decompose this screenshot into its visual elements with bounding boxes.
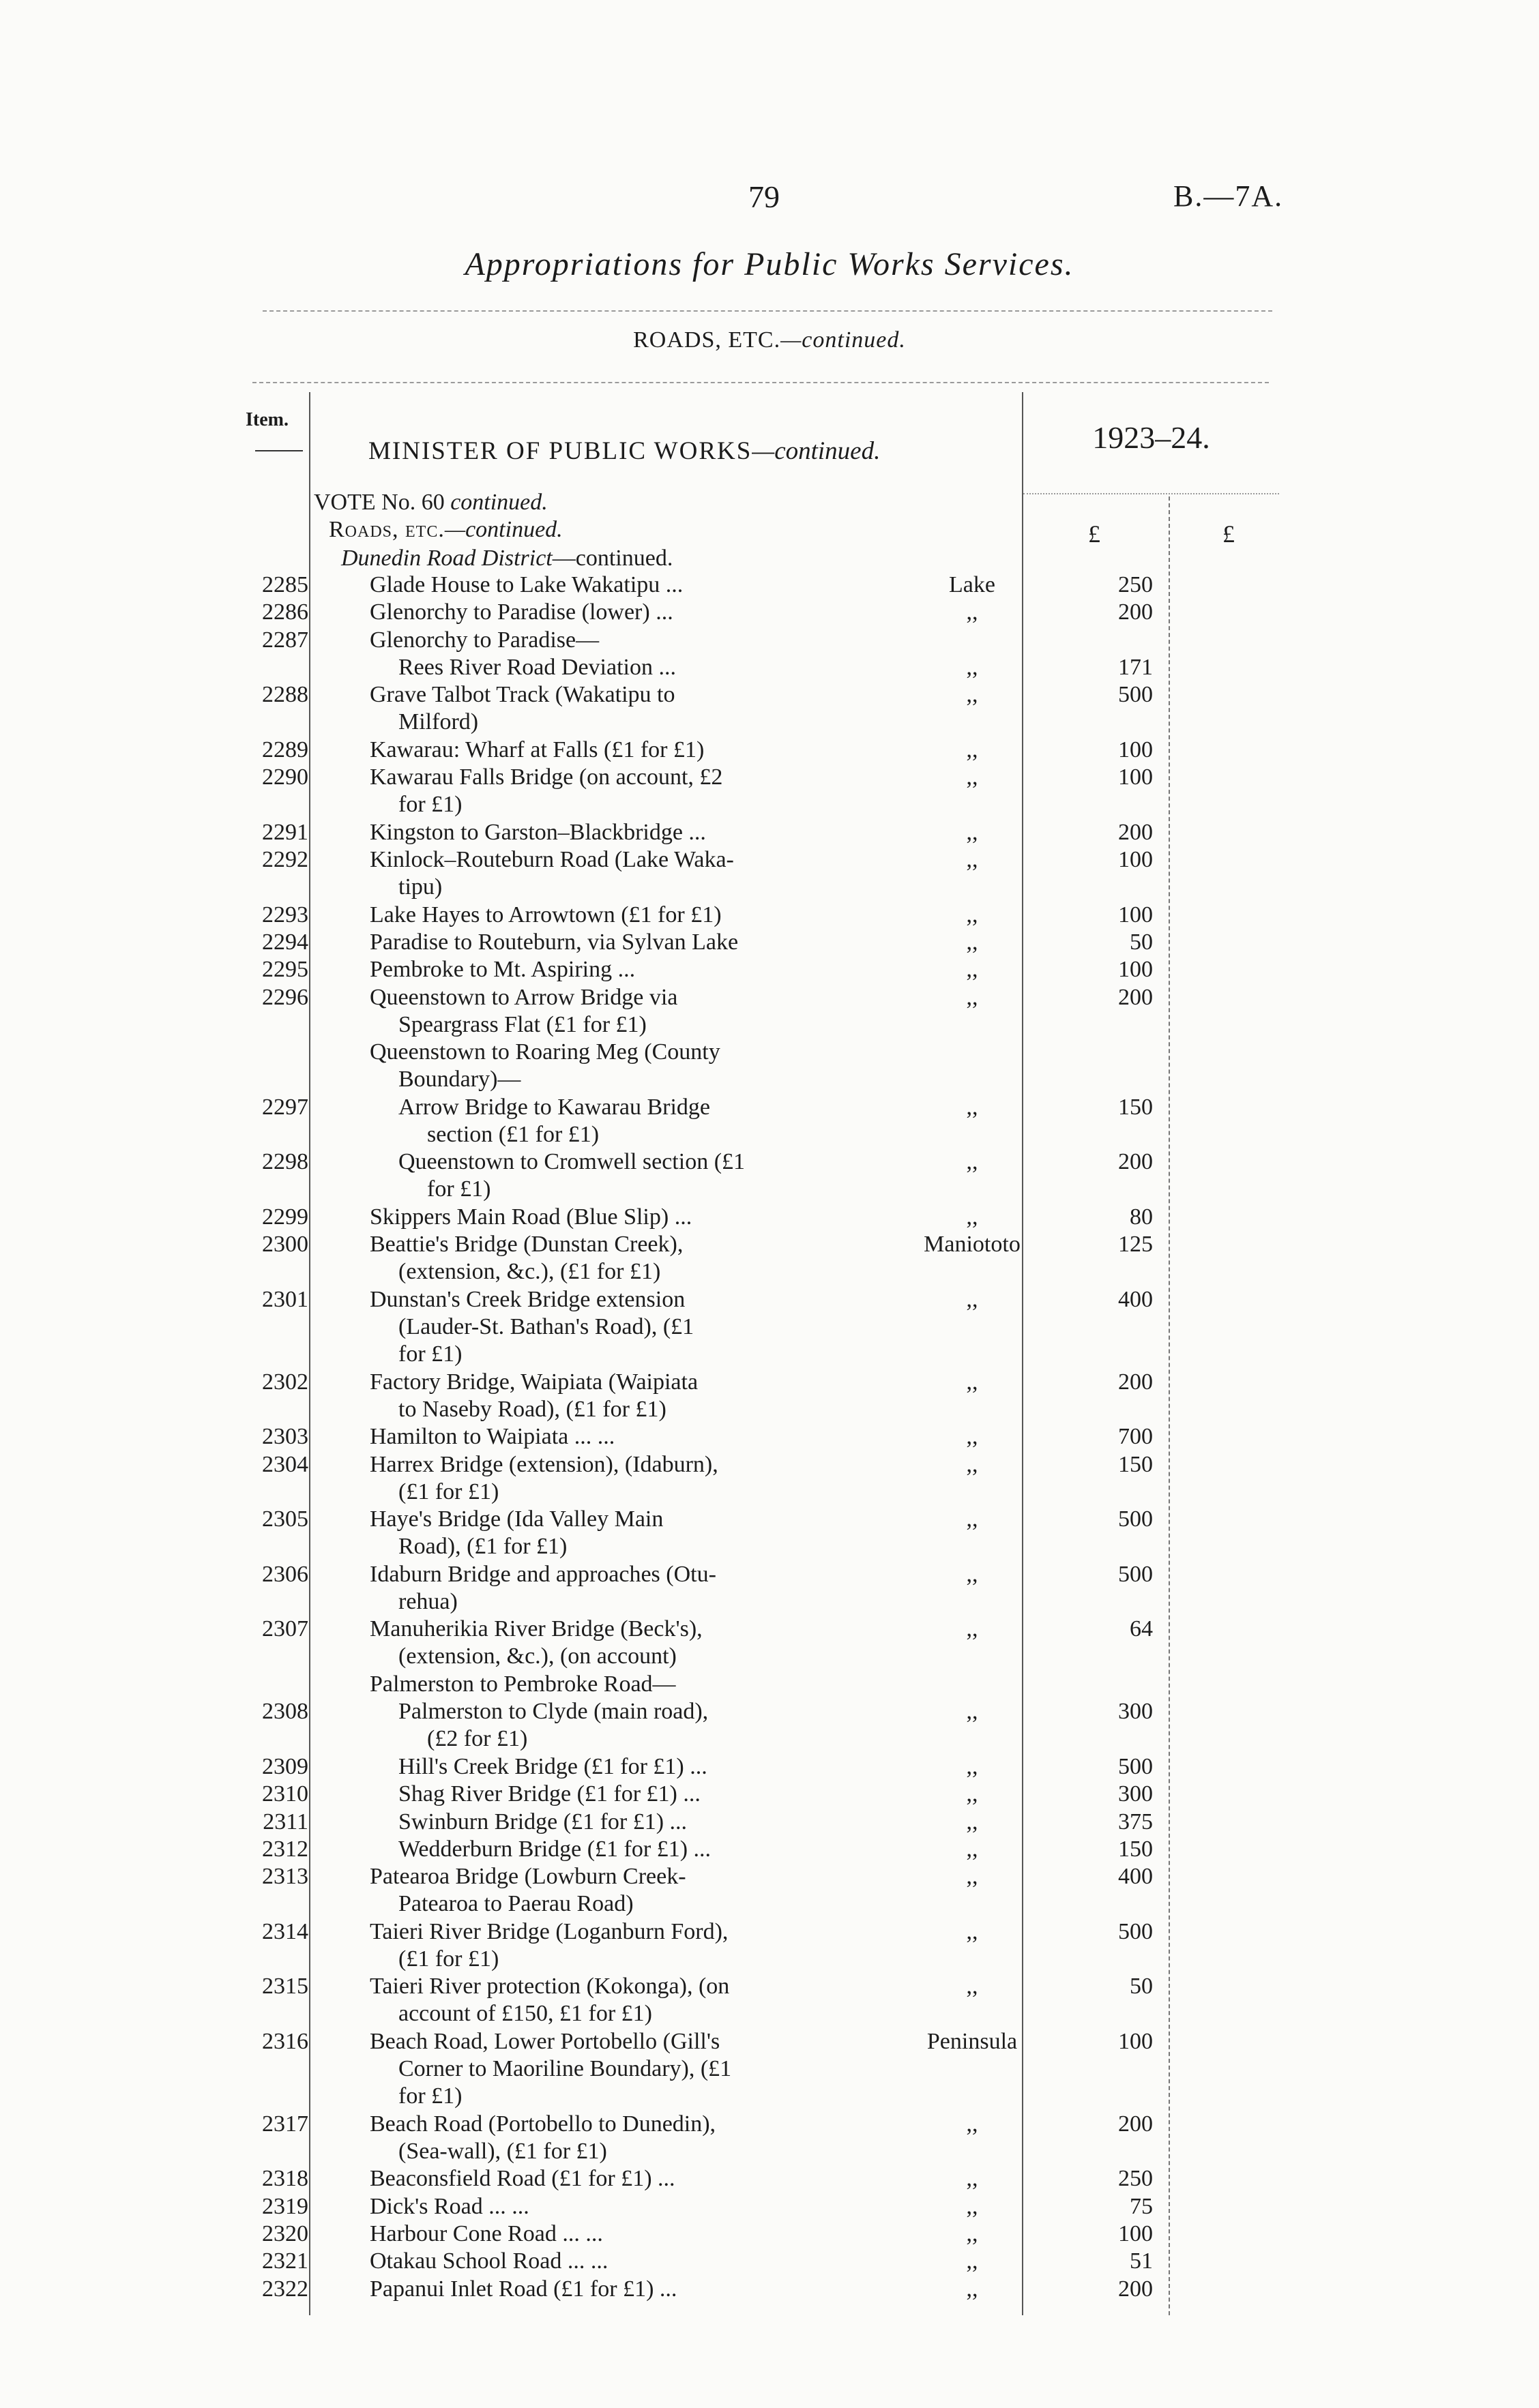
currency-symbol-1: £: [1088, 520, 1100, 548]
item-description: [398, 654, 827, 681]
district-location: Peninsula: [926, 2028, 1018, 2054]
item-description: [370, 627, 827, 654]
item-number: 2305: [262, 1506, 308, 1532]
table-row: [0, 1836, 1539, 1863]
description-line: Arrow Bridge to Kawarau Bridge: [398, 1094, 710, 1120]
item-description: [398, 1836, 827, 1863]
amount: 400: [1118, 1864, 1153, 1890]
description-line: Beattie's Bridge (Dunstan Creek),: [370, 1232, 684, 1258]
amount: 51: [1130, 2248, 1153, 2274]
table-row: [0, 2028, 1539, 2111]
vote-suffix: continued.: [450, 490, 548, 515]
item-description: [370, 1369, 827, 1423]
table-row: [0, 681, 1539, 737]
description-line: Queenstown to Cromwell section (£1: [398, 1149, 746, 1175]
amount: 200: [1118, 2276, 1153, 2302]
item-description: [370, 1204, 827, 1231]
description-line: Queenstown to Arrow Bridge via: [370, 984, 678, 1010]
district-suffix: —continued.: [552, 546, 673, 571]
page-title: Appropriations for Public Works Services.: [465, 246, 1074, 282]
table-row: [0, 2165, 1539, 2193]
amount: 700: [1118, 1424, 1153, 1450]
district-location: ,,: [966, 737, 978, 762]
description-line: Patearoa Bridge (Lowburn Creek-: [370, 1864, 686, 1890]
amount: 250: [1118, 2166, 1153, 2192]
description-line: Patearoa to Paerau Road): [398, 1891, 634, 1917]
item-column-header: Item.: [246, 409, 289, 430]
roads-subheading: [329, 517, 563, 543]
item-number: 2295: [262, 957, 308, 983]
description-line: Skippers Main Road (Blue Slip) ...: [370, 1204, 692, 1230]
district-location: ,,: [966, 847, 978, 872]
table-row: [0, 2248, 1539, 2275]
description-line: Kawarau Falls Bridge (on account, £2: [370, 764, 723, 790]
amount: 500: [1118, 1506, 1153, 1532]
item-description: [370, 1973, 827, 2027]
item-number: 2302: [262, 1369, 308, 1395]
description-line: Corner to Maoriline Boundary), (£1: [398, 2055, 732, 2081]
table-row: [0, 571, 1539, 599]
item-description: [370, 1286, 827, 1368]
amount: 200: [1118, 1149, 1153, 1175]
description-line: Taieri River Bridge (Loganburn Ford),: [370, 1918, 729, 1944]
table-row: [0, 1863, 1539, 1918]
item-number: 2316: [262, 2028, 308, 2054]
description-line: Factory Bridge, Waipiata (Waipiata: [370, 1369, 699, 1395]
item-description: [370, 846, 827, 901]
item-description: [370, 764, 827, 818]
district-location: ,,: [966, 2221, 978, 2246]
table-row: [0, 819, 1539, 846]
amount: 500: [1118, 682, 1153, 708]
district-location: ,,: [966, 957, 978, 983]
item-number: 2308: [262, 1699, 308, 1725]
amount: 75: [1130, 2193, 1153, 2219]
item-description: [370, 1423, 827, 1451]
table-row: [0, 1506, 1539, 1561]
item-number: 2289: [262, 737, 308, 762]
item-description: [370, 2193, 827, 2220]
item-number: 2318: [262, 2166, 308, 2192]
description-line: Manuherikia River Bridge (Beck's),: [370, 1616, 703, 1642]
amount: 300: [1118, 1699, 1153, 1725]
district-subheading: [341, 546, 673, 571]
table-row: [0, 1561, 1539, 1616]
district-location: ,,: [966, 1561, 978, 1587]
district-location: ,,: [966, 2276, 978, 2302]
description-line: section (£1 for £1): [427, 1121, 600, 1147]
amount: 400: [1118, 1286, 1153, 1312]
item-description: [370, 2165, 827, 2193]
district-location: ,,: [966, 1149, 978, 1175]
item-description: [370, 956, 827, 983]
item-description: [370, 902, 827, 929]
document-reference: B.—7A.: [1173, 179, 1284, 213]
table-row: [0, 1094, 1539, 1149]
vote-heading: [314, 490, 548, 516]
item-description: [370, 1506, 827, 1560]
table-row: [0, 1039, 1539, 1094]
table-row: [0, 1973, 1539, 2028]
item-number: 2287: [262, 627, 308, 653]
description-line: Otakau School Road ... ...: [370, 2248, 609, 2274]
item-number: 2293: [262, 902, 308, 927]
district-location: ,,: [966, 929, 978, 955]
table-row: [0, 1423, 1539, 1451]
item-description: [370, 1231, 827, 1285]
item-number: 2290: [262, 764, 308, 790]
roads-prefix: Roads, etc.: [329, 517, 445, 542]
item-number: 2321: [262, 2248, 308, 2274]
amount: 200: [1118, 984, 1153, 1010]
description-line: for £1): [398, 792, 463, 818]
item-number: 2298: [262, 1149, 308, 1175]
amount: 150: [1118, 1836, 1153, 1862]
amount: 100: [1118, 737, 1153, 762]
item-number: 2310: [262, 1781, 308, 1807]
amount: 100: [1118, 957, 1153, 983]
item-description: [370, 599, 827, 626]
item-number: 2320: [262, 2221, 308, 2246]
district-location: Maniototo: [924, 1232, 1021, 1258]
item-number: 2311: [263, 1809, 308, 1834]
amount: 375: [1118, 1809, 1153, 1834]
item-description: [370, 2220, 827, 2248]
amount: 50: [1130, 929, 1153, 955]
description-line: Speargrass Flat (£1 for £1): [398, 1011, 647, 1037]
description-line: Dunstan's Creek Bridge extension: [370, 1286, 686, 1312]
district-location: ,,: [966, 1809, 978, 1834]
item-number: 2288: [262, 682, 308, 708]
item-number: 2314: [262, 1918, 308, 1944]
item-number: 2285: [262, 572, 308, 597]
description-line: Wedderburn Bridge (£1 for £1) ...: [398, 1836, 712, 1862]
item-description: [370, 1561, 827, 1616]
description-line: (extension, &c.), (on account): [398, 1644, 677, 1669]
district-location: ,,: [966, 1506, 978, 1532]
description-line: Kawarau: Wharf at Falls (£1 for £1): [370, 737, 705, 762]
table-row: [0, 737, 1539, 764]
description-line: rehua): [398, 1588, 458, 1614]
amount: 500: [1118, 1918, 1153, 1944]
description-line: Queenstown to Roaring Meg (County: [370, 1039, 720, 1065]
item-description: [370, 681, 827, 736]
description-line: Boundary)—: [398, 1067, 521, 1092]
description-line: (Lauder-St. Bathan's Road), (£1: [398, 1313, 694, 1339]
table-row: [0, 1616, 1539, 1671]
item-description: [370, 2111, 827, 2165]
item-description: [398, 1781, 827, 1808]
table-row: [0, 1671, 1539, 1698]
amount: 500: [1118, 1561, 1153, 1587]
description-line: (£2 for £1): [427, 1726, 528, 1752]
description-line: for £1): [398, 2083, 463, 2109]
district-location: ,,: [966, 2193, 978, 2219]
item-description: [370, 1039, 827, 1093]
section-suffix: —continued.: [780, 327, 906, 353]
amount: 250: [1118, 572, 1153, 597]
roads-suffix: —continued.: [444, 517, 563, 542]
table-row: [0, 1369, 1539, 1424]
item-description: [370, 1863, 827, 1918]
page-number: 79: [748, 179, 780, 214]
table-row: [0, 1286, 1539, 1369]
item-number: 2319: [262, 2193, 308, 2219]
district-location: ,,: [966, 654, 978, 680]
description-line: Kinlock–Routeburn Road (Lake Waka-: [370, 847, 734, 872]
item-description: [370, 2028, 827, 2110]
item-description: [370, 929, 827, 956]
description-line: Swinburn Bridge (£1 for £1) ...: [398, 1809, 688, 1834]
table-row: [0, 2220, 1539, 2248]
description-line: Haye's Bridge (Ida Valley Main: [370, 1506, 664, 1532]
table-row: [0, 2193, 1539, 2220]
item-description: [398, 1094, 827, 1148]
item-description: [370, 1918, 827, 1973]
amount: 500: [1118, 1753, 1153, 1779]
table-row: [0, 1698, 1539, 1753]
amount: 80: [1130, 1204, 1153, 1230]
description-line: Hamilton to Waipiata ... ...: [370, 1424, 615, 1450]
item-number: 2286: [262, 599, 308, 625]
district-location: ,,: [966, 1864, 978, 1890]
vote-number: VOTE No. 60: [314, 490, 445, 515]
item-description: [398, 1148, 827, 1203]
district-location: ,,: [966, 984, 978, 1010]
item-number: 2291: [262, 819, 308, 845]
description-line: account of £150, £1 for £1): [398, 2001, 653, 2027]
description-line: (Sea-wall), (£1 for £1): [398, 2138, 607, 2164]
minister-suffix: —continued.: [752, 437, 881, 465]
year-header-rule: [1023, 493, 1279, 494]
amount: 200: [1118, 819, 1153, 845]
table-row: [0, 1451, 1539, 1506]
table-row: [0, 846, 1539, 902]
description-line: Paradise to Routeburn, via Sylvan Lake: [370, 929, 739, 955]
item-number: 2303: [262, 1424, 308, 1450]
district-location: ,,: [966, 1974, 978, 2000]
table-row: [0, 1231, 1539, 1286]
item-description: [370, 1671, 827, 1698]
table-row: [0, 1781, 1539, 1808]
district-location: ,,: [966, 1781, 978, 1807]
item-number: 2317: [262, 2111, 308, 2137]
item-number: 2306: [262, 1561, 308, 1587]
item-number: 2309: [262, 1753, 308, 1779]
item-number: 2313: [262, 1864, 308, 1890]
table-row: [0, 599, 1539, 626]
district-location: ,,: [966, 764, 978, 790]
description-line: for £1): [427, 1176, 491, 1202]
amount: 100: [1118, 764, 1153, 790]
amount: 100: [1118, 2221, 1153, 2246]
item-description: [370, 1616, 827, 1670]
currency-symbol-2: £: [1222, 520, 1235, 548]
district-location: ,,: [966, 599, 978, 625]
district-location: ,,: [966, 819, 978, 845]
description-line: Dick's Road ... ...: [370, 2193, 529, 2219]
table-row: [0, 929, 1539, 956]
item-description: [370, 571, 827, 599]
description-line: for £1): [398, 1341, 463, 1367]
table-row: [0, 902, 1539, 929]
district-location: Lake: [949, 572, 995, 597]
amount: 300: [1118, 1781, 1153, 1807]
title-divider: [263, 310, 1272, 312]
amount: 100: [1118, 2028, 1153, 2054]
amount: 171: [1118, 654, 1153, 680]
table-row: [0, 764, 1539, 819]
description-line: Road), (£1 for £1): [398, 1534, 568, 1560]
description-line: tipu): [398, 874, 443, 900]
item-number: 2322: [262, 2276, 308, 2302]
table-row: [0, 1204, 1539, 1231]
district-location: ,,: [966, 902, 978, 927]
description-line: Palmerston to Pembroke Road—: [370, 1671, 676, 1697]
amount: 125: [1118, 1232, 1153, 1258]
district-location: ,,: [966, 1616, 978, 1642]
amount: 150: [1118, 1094, 1153, 1120]
item-header-dash: [255, 450, 303, 451]
district-location: ,,: [966, 1753, 978, 1779]
district-location: ,,: [966, 1204, 978, 1230]
description-line: Rees River Road Deviation ...: [398, 654, 676, 680]
item-description: [370, 2248, 827, 2275]
item-number: 2299: [262, 1204, 308, 1230]
table-row: [0, 2276, 1539, 2303]
item-number: 2304: [262, 1451, 308, 1477]
section-name: ROADS, ETC.: [633, 327, 781, 353]
description-line: Lake Hayes to Arrowtown (£1 for £1): [370, 902, 722, 927]
district-location: ,,: [966, 1286, 978, 1312]
section-heading: [0, 327, 1539, 353]
description-line: Hill's Creek Bridge (£1 for £1) ...: [398, 1753, 707, 1779]
item-number: 2297: [262, 1094, 308, 1120]
table-row: [0, 984, 1539, 1039]
item-number: 2292: [262, 847, 308, 872]
item-number: 2296: [262, 984, 308, 1010]
minister-header: [368, 436, 880, 466]
description-line: Harrex Bridge (extension), (Idaburn),: [370, 1451, 718, 1477]
description-line: Milford): [398, 709, 479, 735]
description-line: Glenorchy to Paradise—: [370, 627, 600, 653]
description-line: to Naseby Road), (£1 for £1): [398, 1396, 666, 1422]
amount: 150: [1118, 1451, 1153, 1477]
district-location: ,,: [966, 2166, 978, 2192]
district-location: ,,: [966, 1836, 978, 1862]
table-row: [0, 956, 1539, 983]
district-location: ,,: [966, 682, 978, 708]
year-header: 1923–24.: [1092, 420, 1210, 455]
description-line: Glenorchy to Paradise (lower) ...: [370, 599, 673, 625]
amount: 64: [1130, 1616, 1153, 1642]
table-row: [0, 1809, 1539, 1836]
description-line: Beach Road (Portobello to Dunedin),: [370, 2111, 716, 2137]
district-location: ,,: [966, 1918, 978, 1944]
item-description: [398, 1809, 827, 1836]
item-description: [370, 2276, 827, 2303]
description-line: Palmerston to Clyde (main road),: [398, 1699, 709, 1725]
item-number: 2315: [262, 1974, 308, 2000]
item-number: 2300: [262, 1232, 308, 1258]
item-number: 2294: [262, 929, 308, 955]
district-location: ,,: [966, 1699, 978, 1725]
amount: 50: [1130, 1974, 1153, 2000]
description-line: Beach Road, Lower Portobello (Gill's: [370, 2028, 720, 2054]
district-location: ,,: [966, 2111, 978, 2137]
description-line: Pembroke to Mt. Aspiring ...: [370, 957, 636, 983]
district-location: ,,: [966, 1451, 978, 1477]
item-number: 2307: [262, 1616, 308, 1642]
description-line: Harbour Cone Road ... ...: [370, 2221, 603, 2246]
amount: 100: [1118, 902, 1153, 927]
amount: 200: [1118, 2111, 1153, 2137]
table-row: [0, 654, 1539, 681]
minister-name: MINISTER OF PUBLIC WORKS: [368, 437, 752, 465]
description-line: (£1 for £1): [398, 1478, 499, 1504]
table-row: [0, 627, 1539, 654]
district-location: ,,: [966, 1424, 978, 1450]
item-number: 2301: [262, 1286, 308, 1312]
description-line: Kingston to Garston–Blackbridge ...: [370, 819, 706, 845]
description-line: (£1 for £1): [398, 1946, 499, 1972]
item-description: [398, 1698, 827, 1753]
table-top-rule: [252, 382, 1269, 383]
district-location: ,,: [966, 1369, 978, 1395]
item-description: [398, 1753, 827, 1781]
district-name: Dunedin Road District: [341, 546, 553, 571]
description-line: Idaburn Bridge and approaches (Otu-: [370, 1561, 716, 1587]
table-row: [0, 1753, 1539, 1781]
description-line: Grave Talbot Track (Wakatipu to: [370, 682, 675, 708]
description-line: Beaconsfield Road (£1 for £1) ...: [370, 2166, 675, 2192]
district-location: ,,: [966, 1094, 978, 1120]
amount: 200: [1118, 1369, 1153, 1395]
amount: 200: [1118, 599, 1153, 625]
table-row: [0, 1918, 1539, 1974]
item-description: [370, 1451, 827, 1506]
item-description: [370, 819, 827, 846]
district-location: ,,: [966, 2248, 978, 2274]
item-description: [370, 984, 827, 1039]
item-number: 2312: [262, 1836, 308, 1862]
table-row: [0, 2111, 1539, 2166]
description-line: Taieri River protection (Kokonga), (on: [370, 1974, 730, 2000]
item-description: [370, 737, 827, 764]
description-line: Glade House to Lake Wakatipu ...: [370, 572, 684, 597]
description-line: Shag River Bridge (£1 for £1) ...: [398, 1781, 701, 1807]
amount: 100: [1118, 847, 1153, 872]
table-row: [0, 1148, 1539, 1204]
description-line: (extension, &c.), (£1 for £1): [398, 1259, 661, 1285]
description-line: Papanui Inlet Road (£1 for £1) ...: [370, 2276, 677, 2302]
